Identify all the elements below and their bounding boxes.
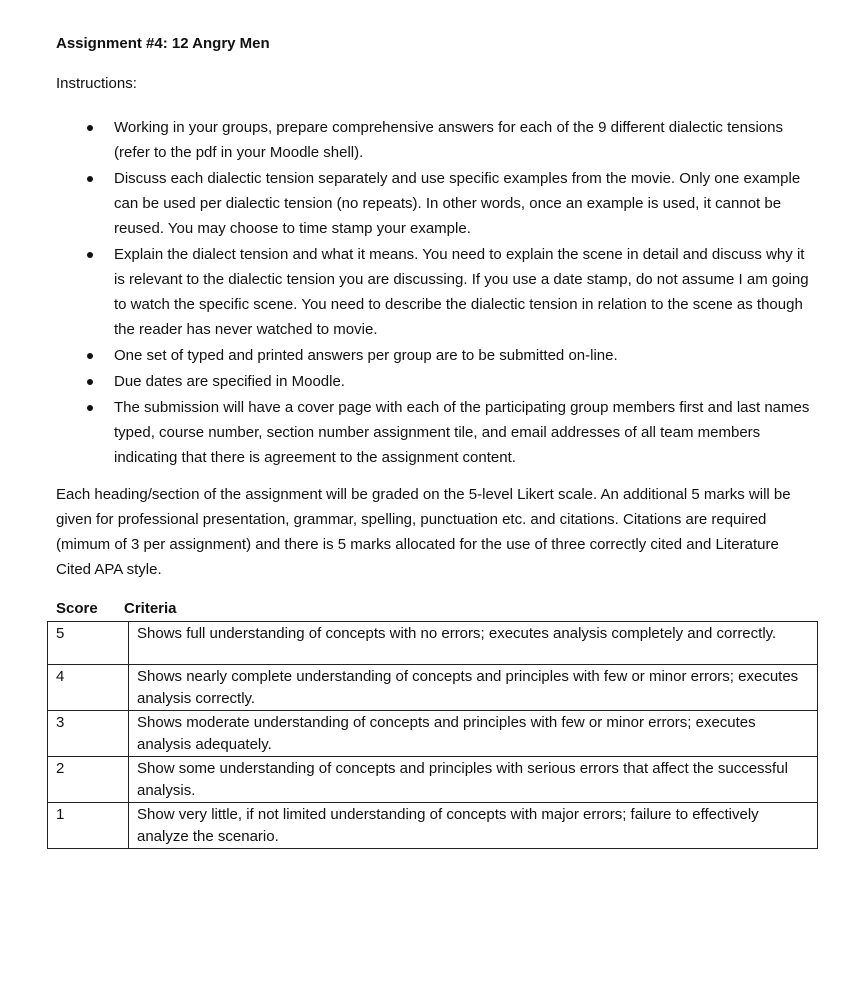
criteria-cell: Shows moderate understanding of concepts and principles with few or minor errors; executes analysis adequately. xyxy=(129,711,818,757)
grading-paragraph: Each heading/section of the assignment will be graded on the 5-level Likert scale. An additional 5 marks will be given for professional presentation, grammar, spelling, punctuation etc. and citations. Citations are required (mimum of 3 per assignment) and there is 5 marks allocated for the use of three correctly cited and Literature Cited APA style. xyxy=(56,486,791,578)
score-cell: 1 xyxy=(48,803,129,849)
table-row xyxy=(48,665,818,711)
score-cell: 4 xyxy=(48,665,129,711)
instructions-list xyxy=(0,115,864,471)
criteria-cell: Show some understanding of concepts and principles with serious errors that affect the successful analysis. xyxy=(129,757,818,803)
criteria-column-header: Criteria xyxy=(124,600,177,617)
bullet-icon xyxy=(87,125,93,131)
score-cell: 5 xyxy=(48,622,129,665)
criteria-cell: Show very little, if not limited understanding of concepts with major errors; failure to effectively analyze the scenario. xyxy=(129,803,818,849)
bullet-icon xyxy=(87,252,93,258)
table-row xyxy=(48,711,818,757)
assignment-title: Assignment #4: 12 Angry Men xyxy=(56,35,270,52)
instruction-item xyxy=(0,369,864,394)
rubric-table xyxy=(47,621,818,849)
table-row xyxy=(48,803,818,849)
instruction-item xyxy=(0,343,864,368)
instruction-text: One set of typed and printed answers per group are to be submitted on-line. xyxy=(114,347,618,364)
bullet-icon xyxy=(87,405,93,411)
criteria-cell: Shows full understanding of concepts with no errors; executes analysis completely and correctly. xyxy=(129,622,818,665)
table-row xyxy=(48,622,818,665)
score-column-header: Score xyxy=(56,600,98,617)
instruction-item xyxy=(0,242,864,342)
instruction-item xyxy=(0,115,864,165)
bullet-icon xyxy=(87,176,93,182)
instruction-text: Working in your groups, prepare comprehensive answers for each of the 9 different dialectic tensions (refer to the pdf in your Moodle shell). xyxy=(114,119,783,161)
instruction-text: Discuss each dialectic tension separately and use specific examples from the movie. Only one example can be used per dialectic tension (no repeats). In other words, once an example is used, it cannot be reused. You may choose to time stamp your example. xyxy=(114,170,801,237)
score-cell: 3 xyxy=(48,711,129,757)
table-row xyxy=(48,757,818,803)
score-cell: 2 xyxy=(48,757,129,803)
bullet-icon xyxy=(87,353,93,359)
instructions-label: Instructions: xyxy=(56,75,137,92)
bullet-icon xyxy=(87,379,93,385)
instruction-item xyxy=(0,166,864,241)
instruction-item xyxy=(0,395,864,470)
instruction-text: Due dates are specified in Moodle. xyxy=(114,373,345,390)
instruction-text: Explain the dialect tension and what it means. You need to explain the scene in detail and discuss why it is relevant to the dialectic tension you are discussing. If you use a date stamp, do not assume I am going to watch the specific scene. You need to describe the dialectic tension in relation to the scene as though the reader has never watched to movie. xyxy=(114,246,809,338)
instruction-text: The submission will have a cover page with each of the participating group members first and last names typed, course number, section number assignment tile, and email addresses of all team members indicating that there is agreement to the assignment content. xyxy=(114,399,810,466)
criteria-cell: Shows nearly complete understanding of concepts and principles with few or minor errors; executes analysis correctly. xyxy=(129,665,818,711)
